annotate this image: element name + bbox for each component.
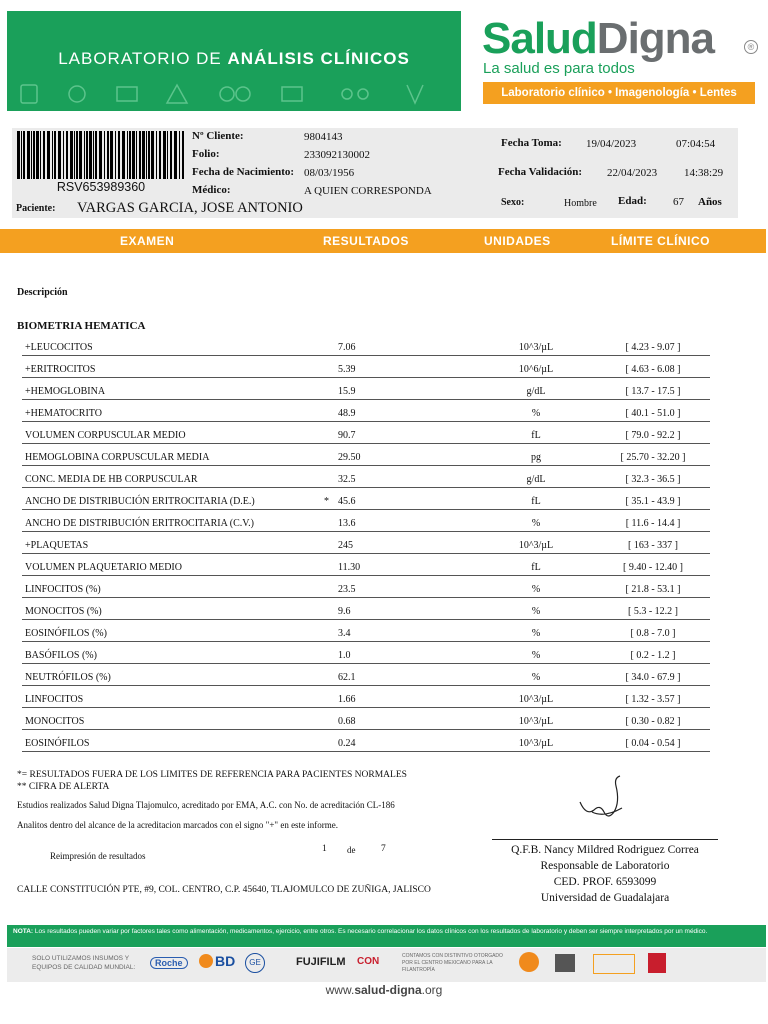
result-unit: 10^3/µL bbox=[518, 694, 554, 705]
result-unit: g/dL bbox=[526, 386, 546, 397]
result-limit: [ 163 - 337 ] bbox=[628, 540, 678, 551]
result-unit: % bbox=[531, 408, 541, 419]
lab-title: LABORATORIO DE ANÁLISIS CLÍNICOS bbox=[58, 49, 410, 68]
result-limit: [ 1.32 - 3.57 ] bbox=[625, 694, 681, 705]
exam-name: +PLAQUETAS bbox=[25, 540, 89, 551]
result-unit: g/dL bbox=[526, 474, 546, 485]
page-of: de bbox=[347, 845, 356, 855]
result-limit: [ 79.0 - 92.2 ] bbox=[625, 430, 681, 441]
note-accreditation: Estudios realizados Salud Digna Tlajomulco, acreditado por EMA, A.C. con No. de acreditación CL-186 bbox=[17, 800, 395, 810]
services-bar: Laboratorio clínico • Imagenología • Lentes bbox=[483, 82, 755, 104]
table-row bbox=[22, 643, 710, 664]
bd-starburst-icon bbox=[199, 954, 213, 968]
exam-name: +HEMATOCRITO bbox=[25, 408, 102, 419]
table-row bbox=[22, 555, 710, 576]
table-row bbox=[22, 445, 710, 466]
note-analitos: Analitos dentro del alcance de la acreditacion marcados con el signo "+" en este informe. bbox=[17, 820, 339, 830]
result-value: 62.1 bbox=[338, 672, 356, 683]
results-table-header bbox=[0, 229, 766, 253]
result-limit: [ 35.1 - 43.9 ] bbox=[625, 496, 681, 507]
toma-hora: 07:04:54 bbox=[676, 138, 716, 150]
result-limit: [ 0.30 - 0.82 ] bbox=[625, 716, 681, 727]
result-flag: * bbox=[324, 496, 329, 507]
result-unit: % bbox=[531, 672, 541, 683]
result-unit: % bbox=[531, 628, 541, 639]
toma-fecha: 19/04/2023 bbox=[586, 138, 637, 150]
table-row bbox=[22, 401, 710, 422]
exam-name: ANCHO DE DISTRIBUCIÓN ERITROCITARIA (D.E.) bbox=[25, 496, 255, 507]
exam-name: ANCHO DE DISTRIBUCIÓN ERITROCITARIA (C.V.) bbox=[25, 518, 255, 529]
edad-value: 67 bbox=[673, 196, 684, 208]
signature-line bbox=[492, 839, 718, 840]
medical-icons-pattern bbox=[7, 79, 461, 109]
note-out-of-range: *= RESULTADOS FUERA DE LOS LIMITES DE REFERENCIA PARA PACIENTES NORMALES bbox=[17, 770, 407, 780]
signer-university: Universidad de Guadalajara bbox=[540, 892, 670, 904]
cliente-label: Nº Cliente: bbox=[192, 130, 244, 142]
result-limit: [ 25.70 - 32.20 ] bbox=[620, 452, 686, 463]
result-unit: fL bbox=[531, 430, 541, 441]
result-value: 7.06 bbox=[338, 342, 356, 353]
col-unidades: UNIDADES bbox=[484, 234, 551, 248]
result-value: 3.4 bbox=[338, 628, 351, 639]
result-value: 9.6 bbox=[338, 606, 351, 617]
result-value: 245 bbox=[338, 540, 353, 551]
page-total: 7 bbox=[381, 844, 386, 854]
insumos-text: SOLO UTILIZAMOS INSUMOS Y EQUIPOS DE CALIDAD MUNDIAL: bbox=[32, 955, 136, 971]
table-row bbox=[22, 467, 710, 488]
lab-address: CALLE CONSTITUCIÓN PTE, #9, COL. CENTRO, C.P. 45640, TLAJOMULCO DE ZUÑIGA, JALISCO bbox=[17, 885, 431, 895]
folio-label: Folio: bbox=[192, 148, 220, 160]
result-unit: 10^3/µL bbox=[518, 342, 554, 353]
result-value: 90.7 bbox=[338, 430, 356, 441]
exam-name: LINFOCITOS (%) bbox=[25, 584, 101, 595]
result-value: 23.5 bbox=[338, 584, 356, 595]
red-seal-icon bbox=[648, 953, 666, 973]
result-value: 32.5 bbox=[338, 474, 356, 485]
validacion-label: Fecha Validación: bbox=[498, 166, 583, 178]
result-unit: % bbox=[531, 584, 541, 595]
nacimiento-value: 08/03/1956 bbox=[304, 167, 355, 179]
signature-block bbox=[492, 842, 718, 906]
exam-name: BASÓFILOS (%) bbox=[25, 650, 97, 661]
result-limit: [ 4.23 - 9.07 ] bbox=[625, 342, 681, 353]
medico-label: Médico: bbox=[192, 184, 231, 196]
result-limit: [ 0.8 - 7.0 ] bbox=[630, 628, 676, 639]
lab-banner bbox=[7, 11, 461, 111]
table-row bbox=[22, 489, 710, 510]
table-row bbox=[22, 687, 710, 708]
result-unit: % bbox=[531, 518, 541, 529]
result-limit: [ 40.1 - 51.0 ] bbox=[625, 408, 681, 419]
sexo-value: Hombre bbox=[564, 198, 597, 209]
table-row bbox=[22, 731, 710, 752]
result-limit: [ 32.3 - 36.5 ] bbox=[625, 474, 681, 485]
award-seal-icon bbox=[519, 952, 539, 972]
result-value: 1.0 bbox=[338, 650, 351, 661]
medico-value: A QUIEN CORRESPONDA bbox=[304, 185, 432, 197]
result-limit: [ 9.40 - 12.40 ] bbox=[623, 562, 683, 573]
col-resultados: RESULTADOS bbox=[323, 234, 409, 248]
validacion-fecha: 22/04/2023 bbox=[607, 167, 658, 179]
result-unit: 10^6/µL bbox=[518, 364, 554, 375]
table-row bbox=[22, 357, 710, 378]
disclaimer-bar bbox=[7, 925, 766, 947]
barcode bbox=[17, 131, 185, 179]
ge-logo: GE bbox=[245, 953, 265, 973]
table-row bbox=[22, 599, 710, 620]
signature-graphic bbox=[572, 772, 634, 842]
certification-icon bbox=[555, 954, 575, 972]
result-limit: [ 34.0 - 67.9 ] bbox=[625, 672, 681, 683]
bd-logo: BD bbox=[215, 953, 236, 969]
table-row bbox=[22, 709, 710, 730]
col-limite: LÍMITE CLÍNICO bbox=[611, 234, 710, 248]
result-unit: fL bbox=[531, 562, 541, 573]
exam-name: LINFOCITOS bbox=[25, 694, 84, 705]
paciente-label: Paciente: bbox=[16, 203, 56, 214]
signer-name: Q.F.B. Nancy Mildred Rodriguez Correa bbox=[511, 844, 699, 856]
result-limit: [ 13.7 - 17.5 ] bbox=[625, 386, 681, 397]
result-unit: pg bbox=[531, 452, 541, 463]
result-value: 13.6 bbox=[338, 518, 356, 529]
result-limit: [ 0.2 - 1.2 ] bbox=[630, 650, 676, 661]
note-alert: ** CIFRA DE ALERTA bbox=[17, 782, 110, 792]
reprint-label: Reimpresión de resultados bbox=[50, 851, 146, 861]
exam-name: EOSINÓFILOS (%) bbox=[25, 628, 107, 639]
table-row bbox=[22, 665, 710, 686]
result-unit: 10^3/µL bbox=[518, 716, 554, 727]
table-row bbox=[22, 379, 710, 400]
result-value: 5.39 bbox=[338, 364, 356, 375]
exam-name: MONOCITOS bbox=[25, 716, 85, 727]
result-value: 15.9 bbox=[338, 386, 356, 397]
result-limit: [ 5.3 - 12.2 ] bbox=[628, 606, 678, 617]
exam-name: +ERITROCITOS bbox=[25, 364, 96, 375]
exam-name: +HEMOGLOBINA bbox=[25, 386, 106, 397]
table-row bbox=[22, 621, 710, 642]
distintivo-text: CONTAMOS CON DISTINTIVO OTORGADO POR EL CENTRO MEXICANO PARA LA FILANTROPÍA bbox=[402, 953, 503, 973]
brand-logo: SaludDigna bbox=[482, 14, 715, 63]
edad-unit: Años bbox=[698, 196, 722, 208]
result-limit: [ 4.63 - 6.08 ] bbox=[625, 364, 681, 375]
exam-name: MONOCITOS (%) bbox=[25, 606, 102, 617]
result-value: 0.68 bbox=[338, 716, 356, 727]
fujifilm-logo: FUJIFILM bbox=[296, 956, 346, 968]
result-limit: [ 11.6 - 14.4 ] bbox=[625, 518, 681, 529]
toma-label: Fecha Toma: bbox=[501, 137, 562, 149]
paciente-value: VARGAS GARCIA, JOSE ANTONIO bbox=[77, 200, 303, 216]
exam-name: NEUTRÓFILOS (%) bbox=[25, 672, 111, 683]
validacion-hora: 14:38:29 bbox=[684, 167, 724, 179]
section-title: BIOMETRIA HEMATICA bbox=[17, 320, 146, 332]
result-value: 48.9 bbox=[338, 408, 356, 419]
signer-role: Responsable de Laboratorio bbox=[540, 860, 670, 872]
result-unit: 10^3/µL bbox=[518, 738, 554, 749]
barcode-number: RSV653989360 bbox=[56, 180, 146, 194]
result-value: 0.24 bbox=[338, 738, 356, 749]
sexo-label: Sexo: bbox=[501, 197, 525, 208]
slogan: La salud es para todos bbox=[483, 60, 635, 77]
exam-name: HEMOGLOBINA CORPUSCULAR MEDIA bbox=[25, 452, 210, 463]
result-unit: 10^3/µL bbox=[518, 540, 554, 551]
roche-logo: Roche bbox=[150, 957, 188, 969]
edad-label: Edad: bbox=[618, 195, 647, 207]
website-link[interactable]: www.salud-digna.org bbox=[325, 983, 443, 997]
result-unit: fL bbox=[531, 496, 541, 507]
result-value: 11.30 bbox=[338, 562, 361, 573]
quality-badge-icon bbox=[593, 954, 635, 974]
con-logo: CON bbox=[357, 956, 380, 967]
result-value: 29.50 bbox=[338, 452, 361, 463]
exam-name: VOLUMEN PLAQUETARIO MEDIO bbox=[25, 562, 182, 573]
result-unit: % bbox=[531, 606, 541, 617]
descripcion-label: Descripción bbox=[17, 287, 68, 298]
exam-name: EOSINÓFILOS bbox=[25, 738, 90, 749]
exam-name: +LEUCOCITOS bbox=[25, 342, 93, 353]
result-limit: [ 0.04 - 0.54 ] bbox=[625, 738, 681, 749]
result-value: 1.66 bbox=[338, 694, 356, 705]
result-limit: [ 21.8 - 53.1 ] bbox=[625, 584, 681, 595]
table-row bbox=[22, 335, 710, 356]
table-row bbox=[22, 423, 710, 444]
signer-ced: CED. PROF. 6593099 bbox=[553, 876, 657, 888]
col-examen: EXAMEN bbox=[120, 234, 175, 248]
cliente-value: 9804143 bbox=[304, 131, 343, 143]
result-unit: % bbox=[531, 650, 541, 661]
table-row bbox=[22, 533, 710, 554]
nacimiento-label: Fecha de Nacimiento: bbox=[192, 166, 295, 178]
table-row bbox=[22, 511, 710, 532]
table-row bbox=[22, 577, 710, 598]
folio-value: 233092130002 bbox=[304, 149, 370, 161]
exam-name: VOLUMEN CORPUSCULAR MEDIO bbox=[25, 430, 186, 441]
partners-bar bbox=[7, 948, 766, 982]
exam-name: CONC. MEDIA DE HB CORPUSCULAR bbox=[25, 474, 198, 485]
disclaimer-text: NOTA: Los resultados pueden variar por factores tales como alimentación, medicamentos, ejercicio, entre otros. Es necesario correlacionar los datos clínicos con los resultados de laboratorio y deben ser siempre interpretados por un médico. bbox=[13, 928, 708, 935]
page-number: 1 bbox=[322, 844, 327, 854]
registered-mark: ® bbox=[744, 40, 758, 54]
result-value: 45.6 bbox=[338, 496, 356, 507]
